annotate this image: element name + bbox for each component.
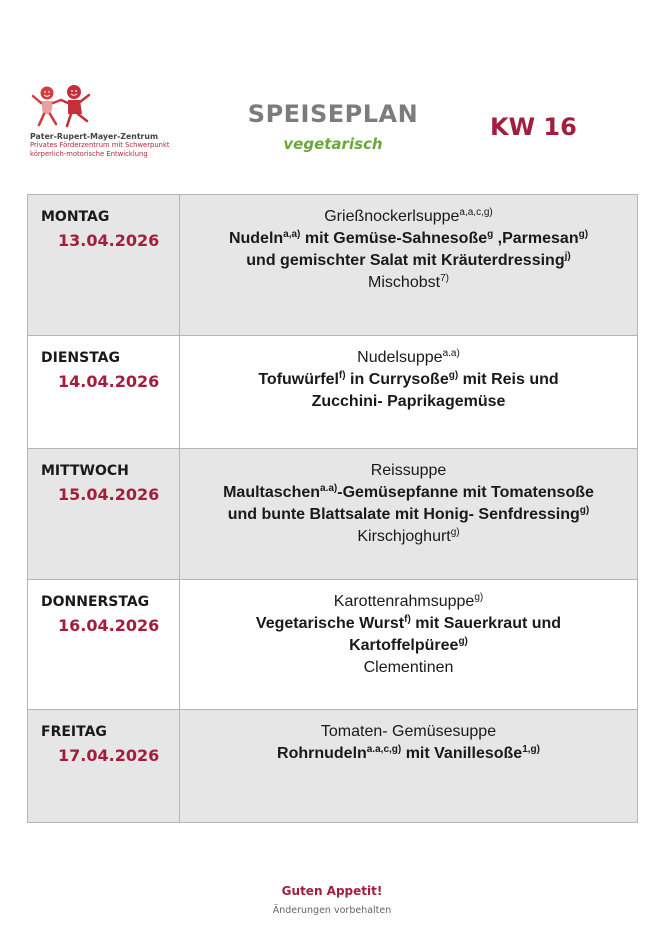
day-name: MITTWOCH [41,463,129,479]
side-dish: und gemischter Salat mit Kräuterdressing$^{j)}$ [246,251,571,269]
soup: Karottenrahmsuppe$^{g)}$ [333,592,484,610]
menu-cell [180,580,638,710]
menu-cell [180,449,638,580]
main-dish: Maultaschen$^{a.a)}$-Gemüsepfanne mit Tomatensoße [223,483,594,501]
main-dish: Tofuwürfel$^{f)}$ in Currysoße$^{g)}$ mit Reis und [258,370,559,388]
menu-cell [180,195,638,336]
footer-note: Änderungen vorbehalten [272,905,392,916]
day-name: DONNERSTAG [41,594,150,610]
day-cell [28,710,180,823]
day-row-thursday [28,580,638,710]
day-name: DIENSTAG [41,350,120,366]
soup: Reissuppe [370,462,447,479]
soup: Grießnockerlsuppe$^{a,a,c,g)}$ [324,207,493,225]
soup: Tomaten- Gemüsesuppe [320,723,497,740]
day-name: MONTAG [41,209,110,225]
page-title: SPEISEPLAN [247,100,419,128]
dessert: Clementinen [363,659,454,676]
logo-subtitle-1: Privates Förderzentrum mit Schwerpunkt [30,141,170,149]
day-date: 13.04.2026 [58,231,160,250]
page-subtitle: vegetarisch [283,135,383,153]
day-row-tuesday [28,336,638,449]
logo [30,84,190,159]
dessert: Mischobst$^{7)}$ [368,273,449,291]
day-cell [28,195,180,336]
day-cell [28,336,180,449]
dessert: Kirschjoghurt$^{g)}$ [357,527,460,545]
day-date: 16.04.2026 [58,616,160,635]
main-dish: Nudeln$^{a,a)}$ mit Gemüse-Sahnesoße$^g$ ,Parmesan$^{g)}$ [228,229,589,247]
day-cell [28,449,180,580]
logo-name: Pater-Rupert-Mayer-Zentrum [30,132,159,141]
footer-greeting: Guten Appetit! [281,884,383,898]
soup: Nudelsuppe$^{a.a)}$ [357,348,460,366]
day-row-friday [28,710,638,823]
day-date: 14.04.2026 [58,372,160,391]
day-row-wednesday [28,449,638,580]
side-dish: Zucchini- Paprikagemüse [311,393,506,410]
logo-subtitle-2: körperlich-motorische Entwicklung [30,150,148,158]
day-name: FREITAG [41,724,107,740]
menu-cell [180,710,638,823]
week-label: KW 16 [490,113,577,141]
day-date: 15.04.2026 [58,485,160,504]
side-dish: Kartoffelpüree$^{g)}$ [349,636,468,654]
day-date: 17.04.2026 [58,746,160,765]
children-logo-icon [30,84,100,130]
menu-table [27,194,638,823]
day-row-monday [28,195,638,336]
main-dish: Vegetarische Wurst$^{f)}$ mit Sauerkraut und [255,614,562,632]
day-cell [28,580,180,710]
menu-cell [180,336,638,449]
main-dish: Rohrnudeln$^{a.a,c,g)}$ mit Vanillesoße$^{1,g)}$ [277,744,540,762]
side-dish: und bunte Blattsalate mit Honig- Senfdressing$^{g)}$ [227,505,590,523]
